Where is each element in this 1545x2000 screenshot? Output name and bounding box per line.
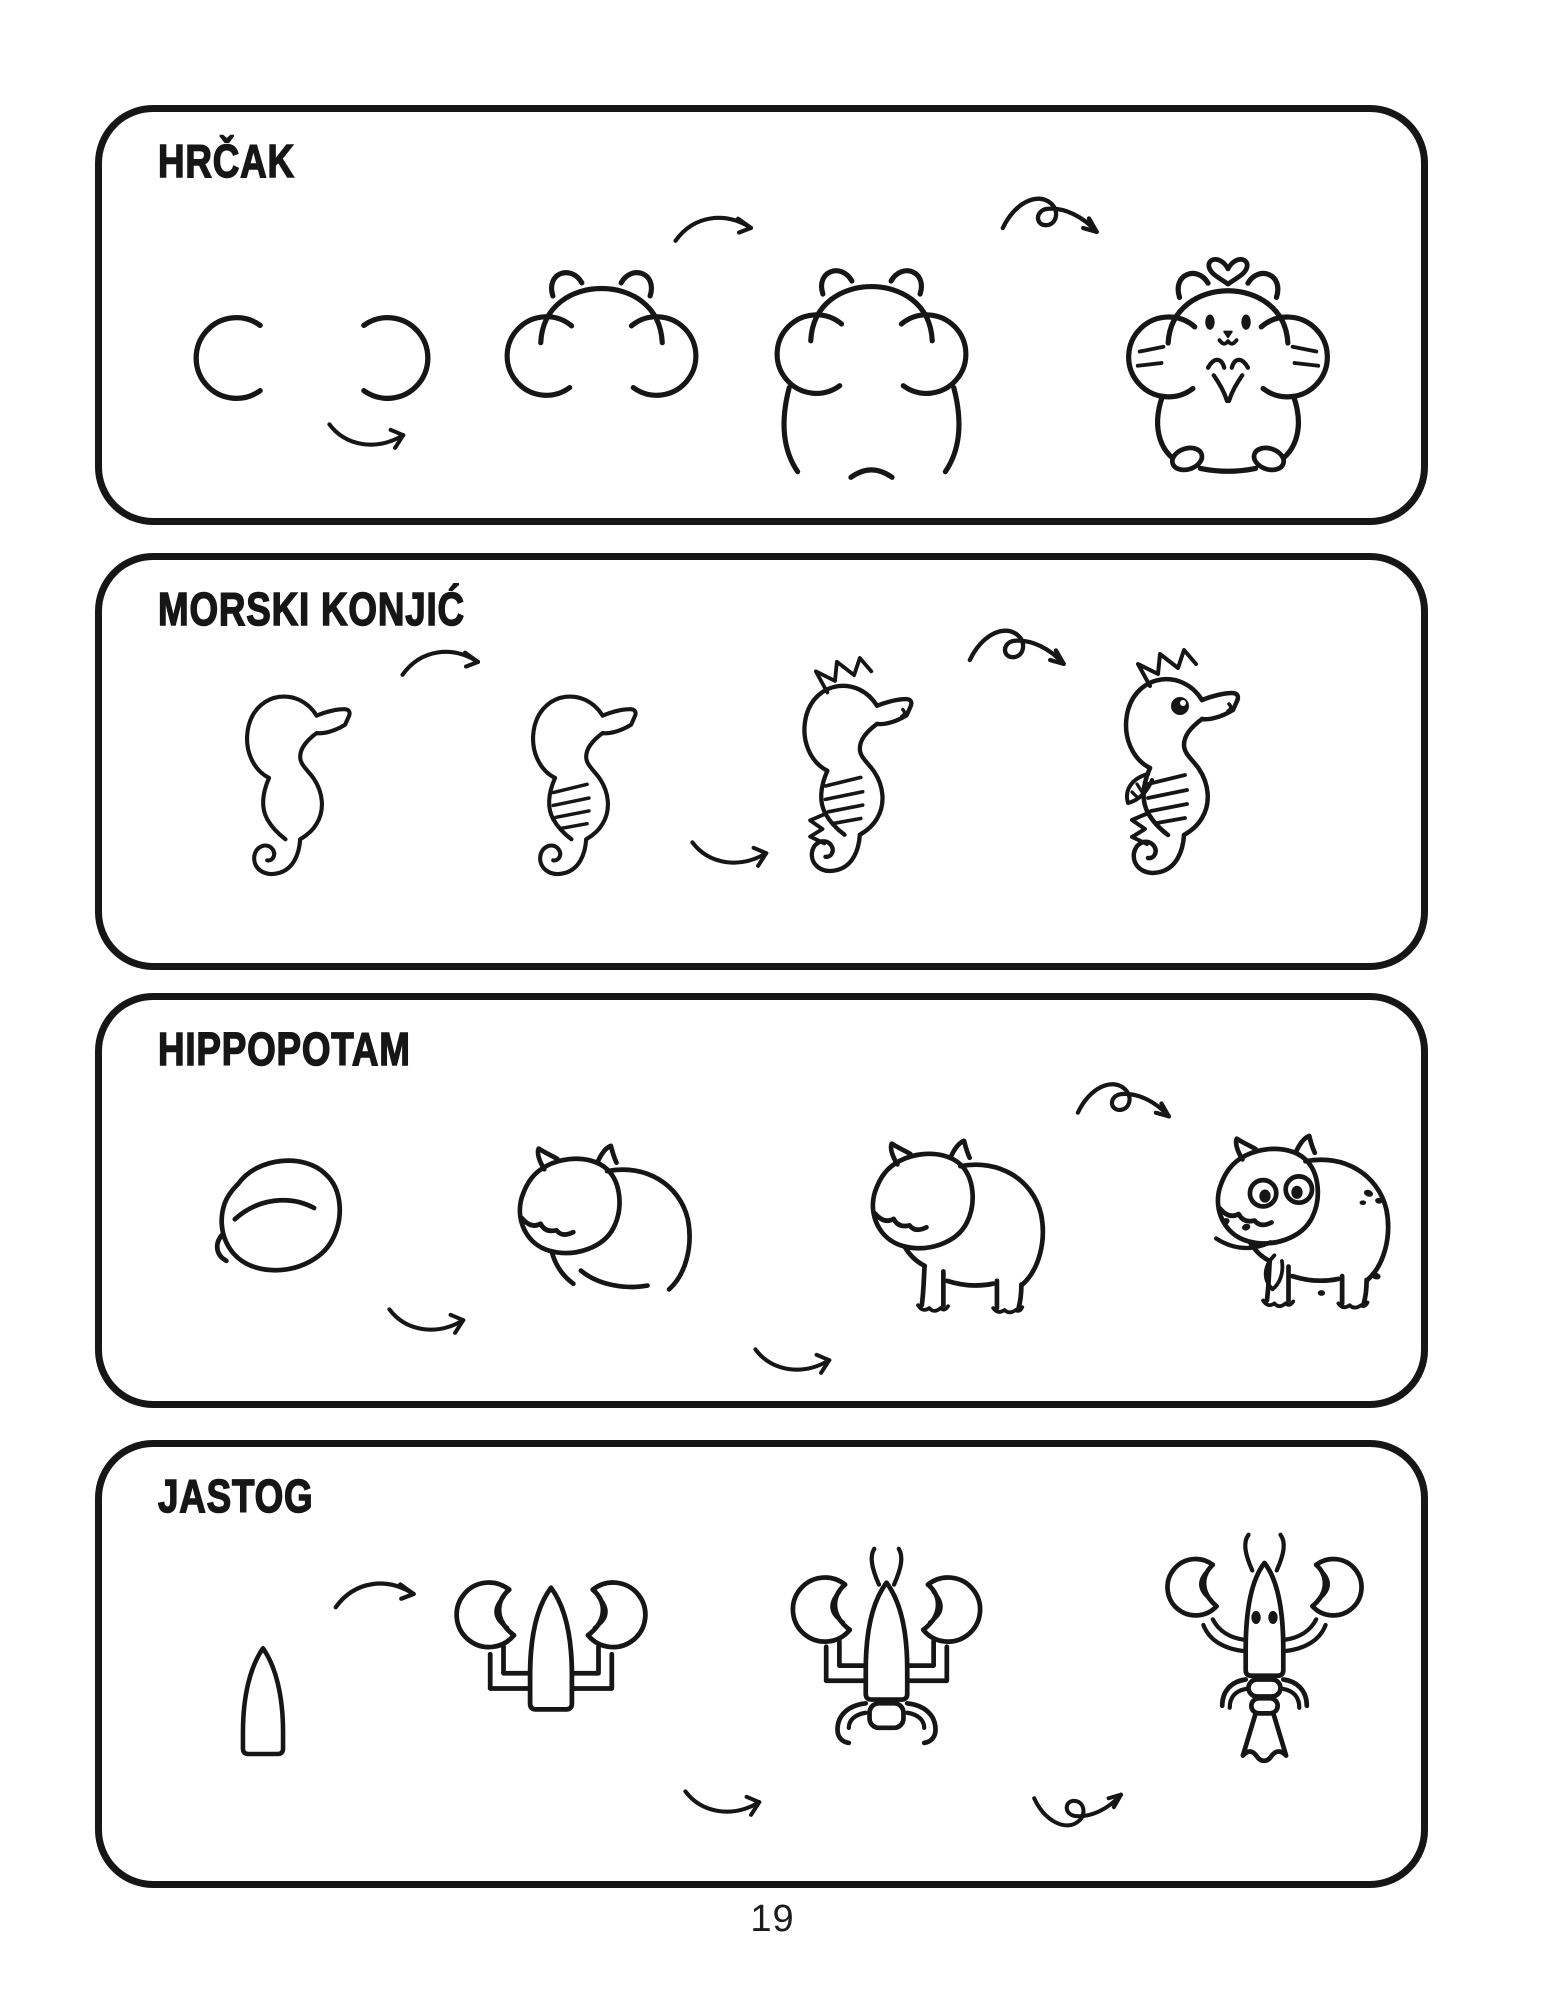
panel-title-seahorse: MORSKI KONJIĆ <box>158 583 465 635</box>
seahorse-step-4-finished-drawing <box>1090 648 1270 898</box>
hamster-step-1-cheeks-drawing <box>187 310 437 406</box>
lobster-step-1-body-drawing <box>222 1639 304 1767</box>
arc-down-arrow-icon <box>687 828 777 873</box>
arc-down-arrow-icon <box>384 1295 474 1340</box>
panel-hamster <box>95 105 1428 525</box>
loop-arrow-icon <box>1072 1070 1184 1135</box>
lobster-step-4-finished-drawing <box>1147 1529 1382 1783</box>
page-number: 19 <box>750 1898 795 1940</box>
panel-title-hamster: HRČAK <box>158 135 295 187</box>
lobster-step-3-legs-antennae-drawing <box>764 1543 1009 1760</box>
arc-up-arrow-icon <box>330 1569 425 1617</box>
arc-down-arrow-icon <box>680 1777 770 1822</box>
hamster-step-3-body-drawing <box>764 250 979 484</box>
arc-up-arrow-icon <box>670 204 762 250</box>
hippo-step-2-ears-back-drawing <box>484 1128 719 1325</box>
loop-arrow-icon <box>997 184 1112 251</box>
arc-down-arrow-icon <box>324 410 414 455</box>
panel-title-lobster: JASTOG <box>158 1470 314 1522</box>
hippo-step-3-legs-drawing <box>837 1123 1077 1325</box>
panel-seahorse <box>95 553 1428 970</box>
seahorse-step-1-outline-drawing <box>214 668 379 897</box>
arc-down-arrow-icon <box>750 1335 840 1380</box>
seahorse-step-2-belly-lines-drawing <box>500 668 665 897</box>
hamster-step-2-head-ears-drawing <box>494 252 709 411</box>
lobster-step-2-claws-drawing <box>437 1559 665 1740</box>
hippo-step-4-finished-drawing <box>1182 1118 1427 1325</box>
arc-up-arrow-icon <box>397 638 489 684</box>
hamster-step-4-finished-drawing <box>1114 224 1342 481</box>
hippo-step-1-head-drawing <box>197 1140 367 1291</box>
panel-lobster <box>95 1440 1428 1888</box>
loop-arrow-icon <box>1027 1777 1137 1839</box>
seahorse-step-3-crown-spikes-drawing <box>770 656 942 895</box>
panel-title-hippo: HIPPOPOTAM <box>158 1023 411 1075</box>
loop-arrow-icon <box>964 616 1079 683</box>
panel-hippo <box>95 993 1428 1408</box>
